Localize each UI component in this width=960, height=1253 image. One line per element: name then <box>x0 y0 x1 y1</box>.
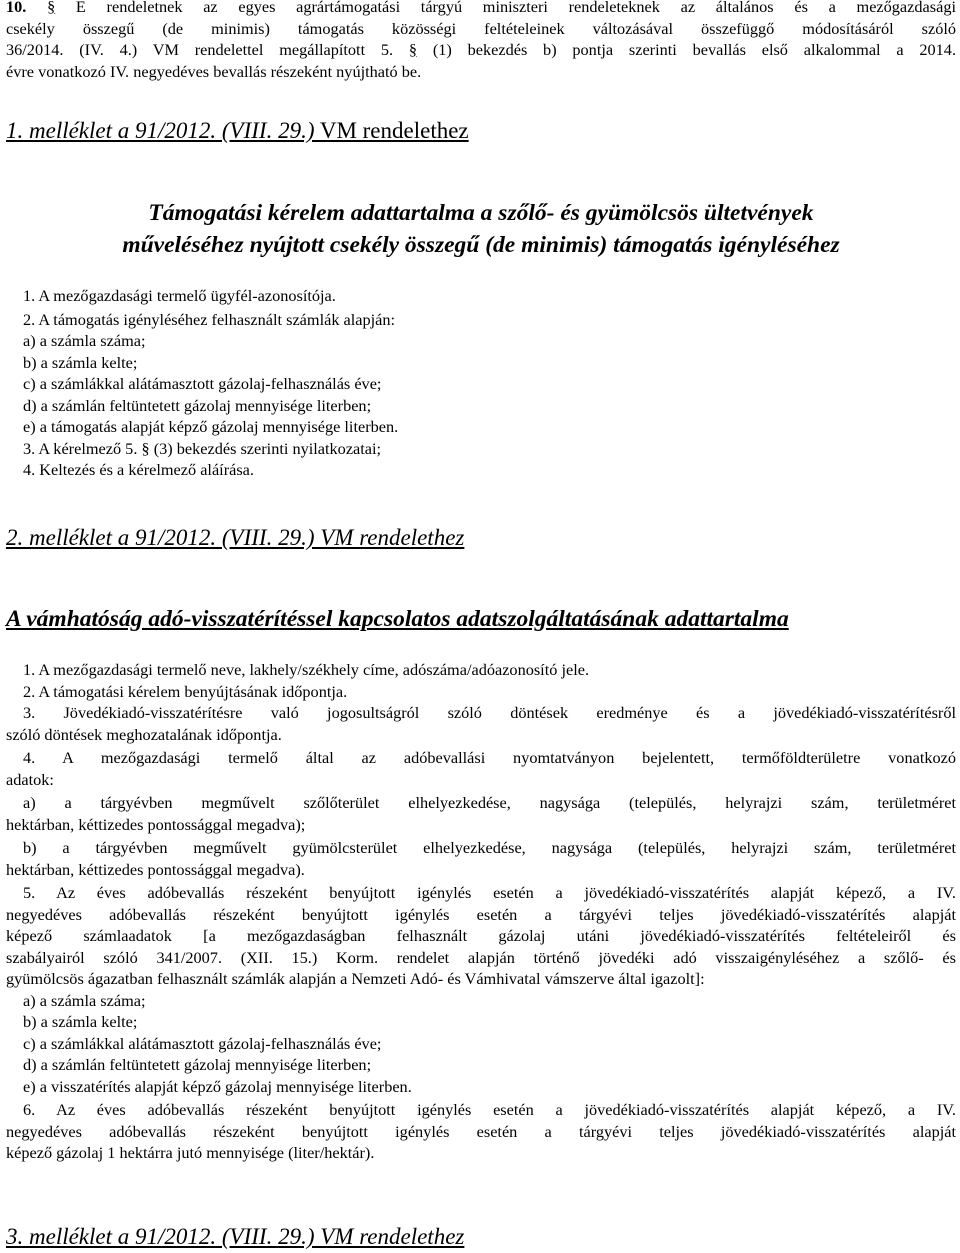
annex-2-heading: 2. melléklet a 91/2012. (VIII. 29.) VM rendelethez <box>6 525 465 550</box>
list-item: d) a számlán feltüntetett gázolaj mennyisége literben; <box>23 395 372 415</box>
list-item: e) a visszatérítés alapját képző gázolaj mennyisége literben. <box>23 1076 412 1096</box>
paragraph: 2. A támogatási kérelem benyújtásának időpontja. <box>23 681 348 701</box>
paragraph-line: képező számlaadatok [a mezőgazdaságban felhasznált gázolaj utáni jövedékiadó-visszatérítés feltételeiről és <box>6 926 956 945</box>
paragraph-line: b) a tárgyévben megművelt gyümölcsterület elhelyezkedése, nagysága (település, helyrajzi szám, területméret <box>23 838 956 857</box>
annex-1-heading-suffix: VM rendelethez <box>314 118 469 143</box>
list-item: c) a számlákkal alátámasztott gázolaj-felhasználás éve; <box>23 374 382 393</box>
annex-3-heading: 3. melléklet a 91/2012. (VIII. 29.) VM rendelethez <box>6 1224 465 1249</box>
paragraph-line: negyedéves adóbevallás részeként benyújtott igénylés esetén a tárgyévi teljes jövedékiadó-visszatérítés alapját <box>6 1121 956 1141</box>
item-3-text: 3. A kérelmező 5. <box>23 438 138 458</box>
paragraph-line: 4. A mezőgazdasági termelő által az adóbevallási nyomtatványon bejelentett, termőföldterületre vonatkozó <box>23 748 956 767</box>
paragraph-line: szabályairól szóló 341/2007. (XII. 15.) Korm. rendelet alapján történő jövedéki adó visszaigényléséhez a szőlő- és <box>6 947 956 967</box>
list-item <box>6 438 956 460</box>
list-item: c) a számlákkal alátámasztott gázolaj-felhasználás éve; <box>23 1033 382 1053</box>
intro-ref: 36/2014. (IV. 4.) VM rendelettel megállapított 5. <box>6 40 394 59</box>
annex-2-title: A vámhatóság adó-visszatérítéssel kapcsolatos adatszolgáltatásának adattartalma <box>6 606 789 632</box>
list-item: b) a számla kelte; <box>23 1012 138 1031</box>
annex-2-body <box>6 659 956 1164</box>
annex-1-heading-ref: 1. melléklet a 91/2012. (VIII. 29.) <box>6 118 315 143</box>
annex-1-title-line-1: Támogatási kérelem adattartalma a szőlő- és gyümölcsös ültetvények <box>148 200 814 226</box>
section-symbol: § <box>141 438 150 458</box>
paragraph-line: a) a tárgyévben megművelt szőlőterület elhelyezkedése, nagysága (település, helyrajzi szám, területméret <box>23 793 956 812</box>
annex-1-heading <box>6 117 956 145</box>
annex-1-title <box>6 197 956 261</box>
list-item: e) a támogatás alapját képző gázolaj mennyisége literben. <box>23 417 399 436</box>
paragraph-line: képező gázolaj 1 hektárra jutó mennyisége (liter/hektár). <box>6 1143 375 1162</box>
paragraph-line: gyümölcsös ágazatban felhasznált számlák alapján a Nemzeti Adó- és Vámhivatal vámszerve által igazolt]: <box>6 969 705 988</box>
list-item: a) a számla száma; <box>23 331 146 350</box>
list-item: 4. Keltezés és a kérelmező aláírása. <box>23 460 254 479</box>
list-item: 2. A támogatás igényléséhez felhasznált számlák alapján: <box>23 309 396 329</box>
intro-line-1 <box>6 0 956 18</box>
paragraph-line: 5. Az éves adóbevallás részeként benyújtott igénylés esetén a jövedékiadó-visszatérítés alapját képező, a IV. <box>23 883 956 902</box>
intro-text: E rendeletnek az egyes agrártámogatási tárgyú miniszteri rendeleteknek az általános és a mezőgazdasági <box>75 0 956 16</box>
section-symbol: § <box>47 0 56 16</box>
section-symbol: § <box>408 40 418 59</box>
annex-1-title-line-2: műveléséhez nyújtott csekély összegű (de minimis) támogatás igényléséhez <box>122 232 840 258</box>
paragraph-line: negyedéves adóbevallás részeként benyújtott igénylés esetén a tárgyévi teljes jövedékiadó-visszatérítés alapját <box>6 904 956 924</box>
intro-ref-rest: (1) bekezdés b) pontja szerinti bevallás első alkalommal a 2014. <box>432 40 957 59</box>
list-item: b) a számla kelte; <box>23 352 138 372</box>
item-3-rest: (3) bekezdés szerinti nyilatkozatai; <box>153 438 382 458</box>
intro-line-3 <box>6 39 956 61</box>
list-item: a) a számla száma; <box>23 990 146 1010</box>
paragraph: 1. A mezőgazdasági termelő neve, lakhely/székhely címe, adószáma/adóazonosító jele. <box>23 660 590 679</box>
annex-1-list <box>6 285 956 481</box>
intro-paragraph <box>6 0 956 82</box>
intro-line-2: csekély összegű (de minimis) támogatás közösségi feltételeinek változásával összefüggő módosításáról szóló <box>6 18 956 38</box>
paragraph-line: 3. Jövedékiadó-visszatérítésre való jogosultságról szóló döntések eredménye és a jövedékiadó-visszatérítésről <box>23 703 956 722</box>
paragraph-line: hektárban, kéttizedes pontossággal megadva). <box>6 859 305 879</box>
paragraph-line: szóló döntések meghozatalának időpontja. <box>6 724 282 744</box>
paragraph-line: 6. Az éves adóbevallás részeként benyújtott igénylés esetén a jövedékiadó-visszatérítés alapját képező, a IV. <box>23 1100 956 1119</box>
list-item: 1. A mezőgazdasági termelő ügyfél-azonosítója. <box>23 286 336 305</box>
paragraph-line: hektárban, kéttizedes pontossággal megadva); <box>6 814 306 834</box>
section-number: 10. <box>6 0 27 16</box>
list-item: d) a számlán feltüntetett gázolaj mennyisége literben; <box>23 1055 372 1074</box>
paragraph-line: adatok: <box>6 769 54 789</box>
intro-line-4: évre vonatkozó IV. negyedéves bevallás részeként nyújtható be. <box>6 61 422 81</box>
